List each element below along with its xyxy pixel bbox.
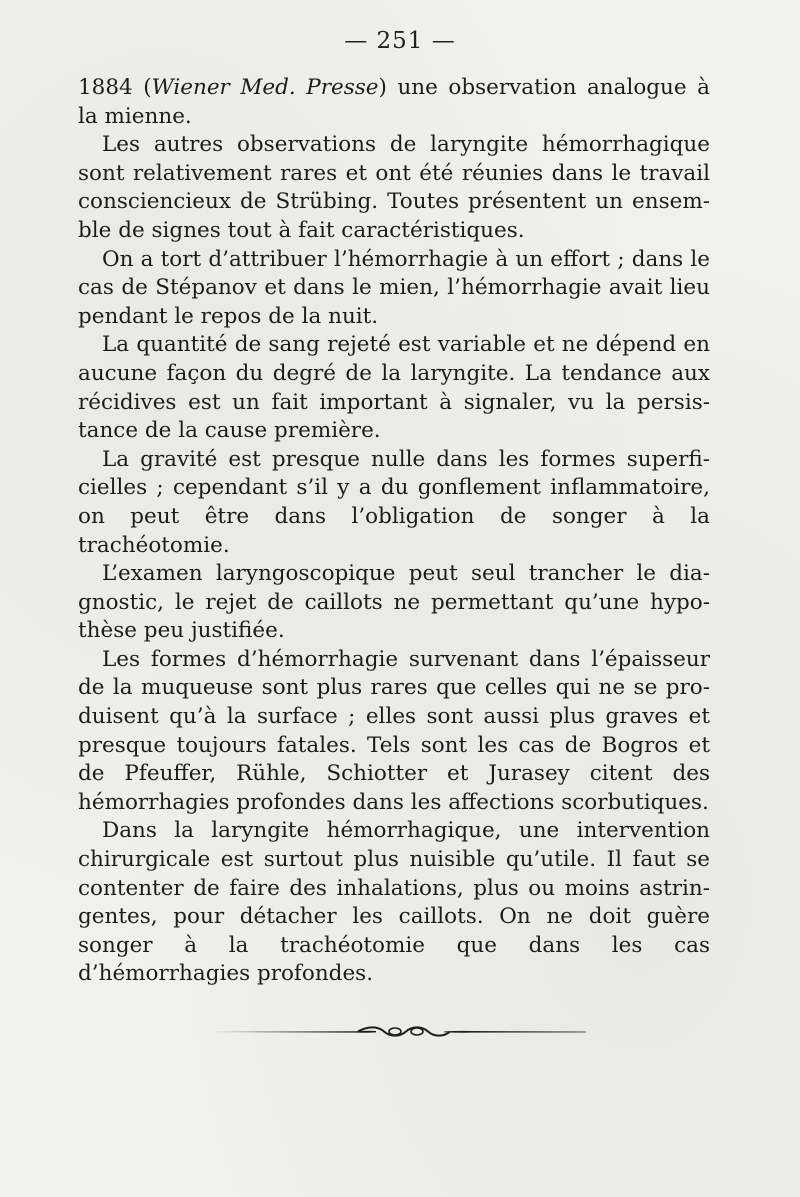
- paragraph-2: Les autres observations de laryngite hémorrhagique sont relativement rares et ont été réunies dans le travail consciencieux de Strübing. Toutes présentent un ensem-ble de signes tout à fait caractéristiques.: [78, 132, 710, 243]
- paragraph-1-lead: 1884 (: [78, 75, 152, 100]
- paragraph-6: L’examen laryngoscopique peut seul trancher le dia-gnostic, le rejet de caillots ne permettant qu’une hypo-thèse peu justifiée.: [78, 561, 710, 644]
- paragraph-7: Les formes d’hémorrhagie survenant dans l’épaisseur de la muqueuse sont plus rares que celles qui ne se pro-duisent qu’à la surface ; elles sont aussi plus graves et presque toujours fatales. Tels sont les cas de Bogros et de Pfeuffer, Rühle, Schiotter et Jurasey citent des hémorrhagies profondes dans les affections scorbutiques.: [78, 646, 710, 815]
- end-ornament: [208, 1020, 588, 1042]
- journal-title: Wiener Med. Presse: [151, 75, 379, 100]
- paragraph-4: La quantité de sang rejeté est variable et ne dépend en aucune façon du degré de la laryngite. La tendance aux récidives est un fait important à signaler, vu la persis-tance de la cause première.: [78, 332, 710, 444]
- paragraph-5: La gravité est presque nulle dans les formes superfi-cielles ; cependant s’il y a du gonflement inflammatoire, on peut être dans l’obligation de songer à la trachéotomie.: [78, 446, 710, 558]
- page-number: — 251 —: [344, 28, 456, 54]
- paragraph-3: On a tort d’attribuer l’hémorrhagie à un effort ; dans le cas de Stépanov et dans le mien, l’hémorrhagie avait lieu pendant le repos de la nuit.: [78, 246, 710, 329]
- paragraph-1: [78, 74, 710, 131]
- body-text: [78, 74, 710, 989]
- paragraph-1-rest: ) une observation analogue à la mienne.: [78, 75, 710, 129]
- paragraph-8: Dans la laryngite hémorrhagique, une intervention chirurgicale est surtout plus nuisible qu’utile. Il faut se contenter de faire des inhalations, plus ou moins astrin-gentes, pour détacher les caillots. On ne doit guère songer à la trachéotomie que dans les cas d’hémorrhagies profondes.: [78, 818, 710, 987]
